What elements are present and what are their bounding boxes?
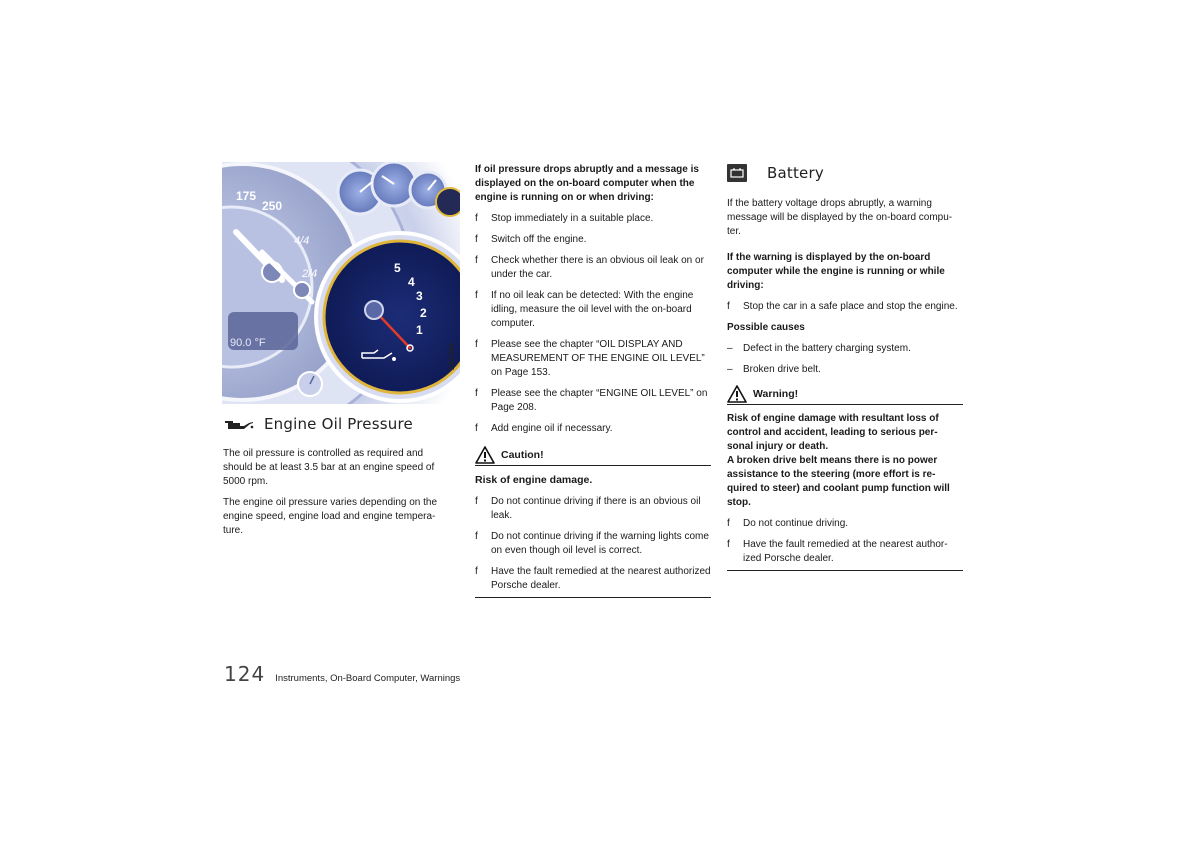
battery-warning-condition: If the warning is displayed by the on-board computer while the engine is running or while driving: <box>727 252 945 291</box>
list-item: – Broken drive belt. <box>727 364 821 375</box>
caution-heading: Risk of engine damage. <box>475 474 593 486</box>
list-item: f Add engine oil if necessary. <box>475 423 613 434</box>
oil-tick-1: 1 <box>416 323 423 337</box>
bullet-marker: f <box>475 213 478 224</box>
bullet-marker: f <box>475 423 478 434</box>
warning-text-1: Risk of engine damage with resultant loss of control and accident, leading to serious per-sonal injury or death. <box>727 413 939 452</box>
list-item: f Switch off the engine. <box>475 234 587 245</box>
list-item: – Defect in the battery charging system. <box>727 343 911 354</box>
battery-column <box>727 197 963 571</box>
engine-oil-pressure-title: Engine Oil Pressure <box>264 415 413 433</box>
warning-text-2: A broken drive belt means there is no power assistance to the steering (more effort is re-quired to steer) and coolant pump function will stop. <box>727 455 950 508</box>
list-item: f Do not continue driving if the warning lights come on even though oil level is correct. <box>475 531 709 556</box>
list-item: f Do not continue driving. <box>727 518 849 529</box>
list-item: f Have the fault remedied at the nearest author-ized Porsche dealer. <box>727 539 948 564</box>
bullet-marker: f <box>475 290 478 301</box>
oil-tick-2: 2 <box>420 306 427 320</box>
fuel-label-half: 2/4 <box>302 268 318 280</box>
oil-tick-5: 5 <box>394 261 401 275</box>
caution-end-rule <box>475 597 711 598</box>
warning-label: Warning! <box>753 388 799 400</box>
battery-glyph-icon <box>730 168 744 178</box>
bullet-marker: f <box>475 531 478 542</box>
oil-pressure-paragraph-2: The engine oil pressure varies depending on the engine speed, engine load and engine tempera-ture. <box>223 497 438 536</box>
possible-causes-list <box>727 342 963 377</box>
page-number: 124 <box>224 662 266 686</box>
bullet-marker: f <box>475 255 478 266</box>
warning-steps <box>727 517 963 566</box>
list-item: f Stop immediately in a suitable place. <box>475 213 654 224</box>
caution-triangle-icon <box>475 446 495 464</box>
bullet-marker: f <box>475 234 478 245</box>
battery-steps <box>727 300 963 314</box>
list-item: f Stop the car in a safe place and stop the engine. <box>727 301 958 312</box>
battery-heading <box>727 164 824 182</box>
warning-box <box>727 385 963 405</box>
bullet-marker: f <box>727 301 730 312</box>
bullet-marker: f <box>475 339 478 350</box>
bullet-marker: f <box>727 518 730 529</box>
page-footer <box>224 662 460 686</box>
bullet-marker: f <box>727 539 730 550</box>
oil-drop-heading: If oil pressure drops abruptly and a message is displayed on the on-board computer when the engine is running on or when driving: <box>475 164 699 203</box>
warning-triangle-icon <box>727 385 747 403</box>
oil-can-icon <box>223 417 255 431</box>
caution-box <box>475 446 711 466</box>
oil-tick-3: 3 <box>416 289 423 303</box>
dash-marker: – <box>727 343 733 354</box>
oil-drop-steps <box>475 212 711 436</box>
speed-label-175: 175 <box>236 189 257 203</box>
dash-marker: – <box>727 364 733 375</box>
oil-pressure-paragraph-1: The oil pressure is controlled as required and should be at least 3.5 bar at an engine speed of 5000 rpm. <box>223 448 435 487</box>
list-item: f Do not continue driving if there is an obvious oil leak. <box>475 496 701 521</box>
instrument-cluster-illustration <box>222 162 460 404</box>
engine-oil-pressure-heading <box>223 415 413 433</box>
list-item: f Please see the chapter “ENGINE OIL LEVEL” on Page 208. <box>475 388 708 413</box>
oil-drop-column <box>475 163 711 598</box>
bullet-marker: f <box>475 388 478 399</box>
fuel-label-full: 4/4 <box>294 235 310 247</box>
warning-end-rule <box>727 570 963 571</box>
list-item: f If no oil leak can be detected: With the engine idling, measure the oil level with the on-board computer. <box>475 290 694 329</box>
oil-tick-4: 4 <box>408 275 415 289</box>
figure-code: K83-054 <box>449 343 456 370</box>
possible-causes-heading: Possible causes <box>727 322 805 333</box>
engine-oil-pressure-body <box>223 447 455 538</box>
battery-icon <box>727 164 747 182</box>
battery-intro: If the battery voltage drops abruptly, a warning message will be displayed by the on-board compu-ter. <box>727 198 953 237</box>
chapter-title: Instruments, On-Board Computer, Warnings <box>275 673 461 684</box>
temperature-readout: 90.0 °F <box>230 337 266 349</box>
battery-title: Battery <box>767 164 824 182</box>
instrument-cluster-figure <box>222 162 460 404</box>
list-item: f Check whether there is an obvious oil leak on or under the car. <box>475 255 704 280</box>
caution-label: Caution! <box>501 449 544 461</box>
speed-label-250: 250 <box>262 199 283 213</box>
caution-steps <box>475 495 711 593</box>
list-item: f Have the fault remedied at the nearest authorized Porsche dealer. <box>475 566 711 591</box>
list-item: f Please see the chapter “OIL DISPLAY AND MEASUREMENT OF THE ENGINE OIL LEVEL” on Page 153. <box>475 339 705 378</box>
bullet-marker: f <box>475 566 478 577</box>
bullet-marker: f <box>475 496 478 507</box>
